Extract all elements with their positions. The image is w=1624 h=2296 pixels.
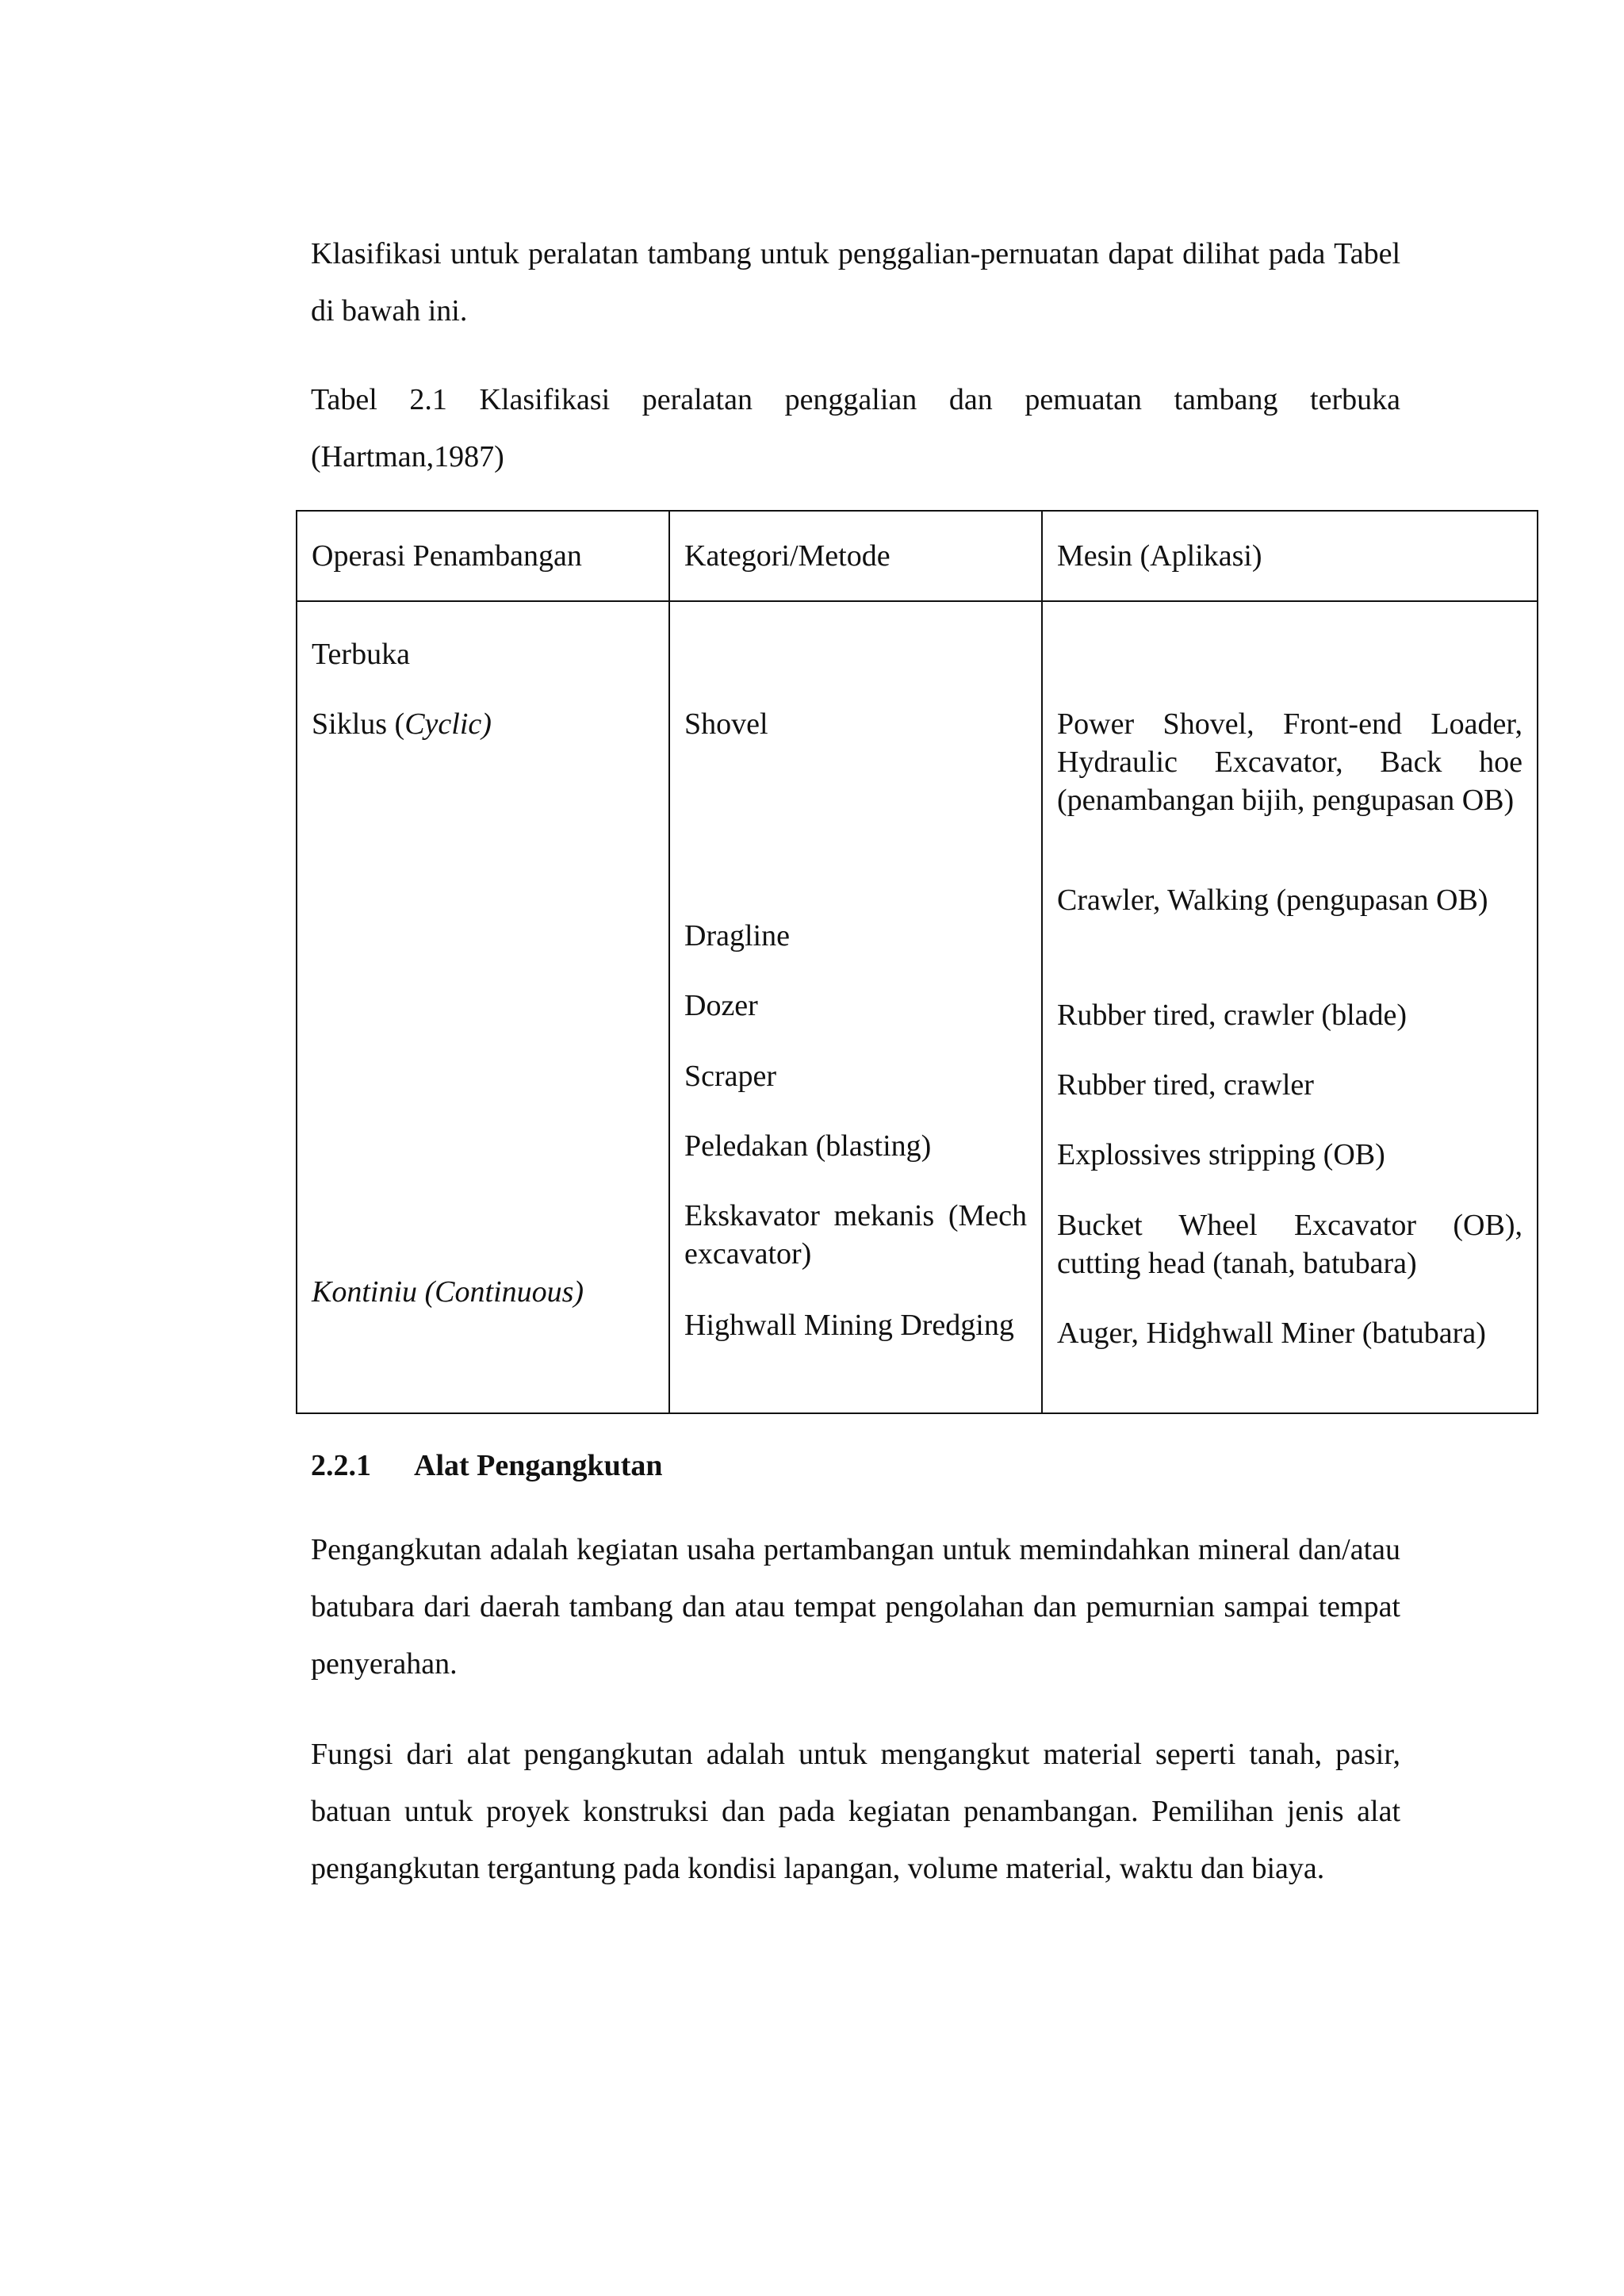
section-number: 2.2.1 xyxy=(311,1449,371,1482)
classification-table xyxy=(296,510,1538,1414)
metode-item: Shovel xyxy=(684,707,768,741)
header-operasi: Operasi Penambangan xyxy=(297,511,669,601)
metode-item: Peledakan (blasting) xyxy=(684,1129,932,1163)
metode-item: Ekskavator mekanis (Mech excavator) xyxy=(684,1199,1027,1271)
mesin-item: Rubber tired, crawler (blade) xyxy=(1057,999,1408,1032)
section-title: Alat Pengangkutan xyxy=(414,1449,663,1482)
mesin-item: Rubber tired, crawler xyxy=(1057,1068,1314,1102)
section-heading xyxy=(311,1443,663,1488)
mesin-item: Power Shovel, Front-end Loader, Hydraulic Excavator, Back hoe (penambangan bijih, pengupasan OB) xyxy=(1057,707,1522,817)
operasi-terbuka: Terbuka xyxy=(312,638,410,671)
operasi-siklus xyxy=(312,705,654,743)
metode-item: Highwall Mining Dredging xyxy=(684,1309,1014,1342)
metode-item: Dragline xyxy=(684,919,790,953)
metode-column xyxy=(669,601,1042,1413)
header-mesin: Mesin (Aplikasi) xyxy=(1042,511,1538,601)
table-body-row xyxy=(297,601,1538,1413)
mesin-item: Bucket Wheel Excavator (OB), cutting head (tanah, batubara) xyxy=(1057,1209,1522,1280)
function-paragraph: Fungsi dari alat pengangkutan adalah untuk mengangkut material seperti tanah, pasir, batuan untuk proyek konstruksi dan pada kegiatan penambangan. Pemilihan jenis alat pengangkutan tergantung pada kondisi lapangan, volume material, waktu dan biaya. xyxy=(311,1738,1400,1885)
siklus-label: Siklus ( xyxy=(312,707,405,741)
intro-paragraph: Klasifikasi untuk peralatan tambang untuk penggalian-pernuatan dapat dilihat pada Tabel di bawah ini. xyxy=(311,237,1400,328)
mesin-item: Auger, Hidghwall Miner (batubara) xyxy=(1057,1317,1486,1350)
transport-paragraph: Pengangkutan adalah kegiatan usaha pertambangan untuk memindahkan mineral dan/atau batubara dari daerah tambang dan atau tempat pengolahan dan pemurnian sampai tempat penyerahan. xyxy=(311,1533,1400,1681)
table-header-row xyxy=(297,511,1538,601)
metode-item: Scraper xyxy=(684,1060,777,1093)
mesin-item: Explossives stripping (OB) xyxy=(1057,1138,1385,1171)
metode-item: Dozer xyxy=(684,989,758,1022)
mesin-column xyxy=(1042,601,1538,1413)
operasi-kontiniu: Kontiniu (Continuous) xyxy=(312,1275,584,1309)
operasi-column xyxy=(297,601,669,1413)
mesin-item: Crawler, Walking (pengupasan OB) xyxy=(1057,884,1488,917)
siklus-italic: Cyclic) xyxy=(404,707,492,741)
header-kategori: Kategori/Metode xyxy=(669,511,1042,601)
table-caption: Tabel 2.1 Klasifikasi peralatan penggalian dan pemuatan tambang terbuka (Hartman,1987) xyxy=(311,383,1400,473)
